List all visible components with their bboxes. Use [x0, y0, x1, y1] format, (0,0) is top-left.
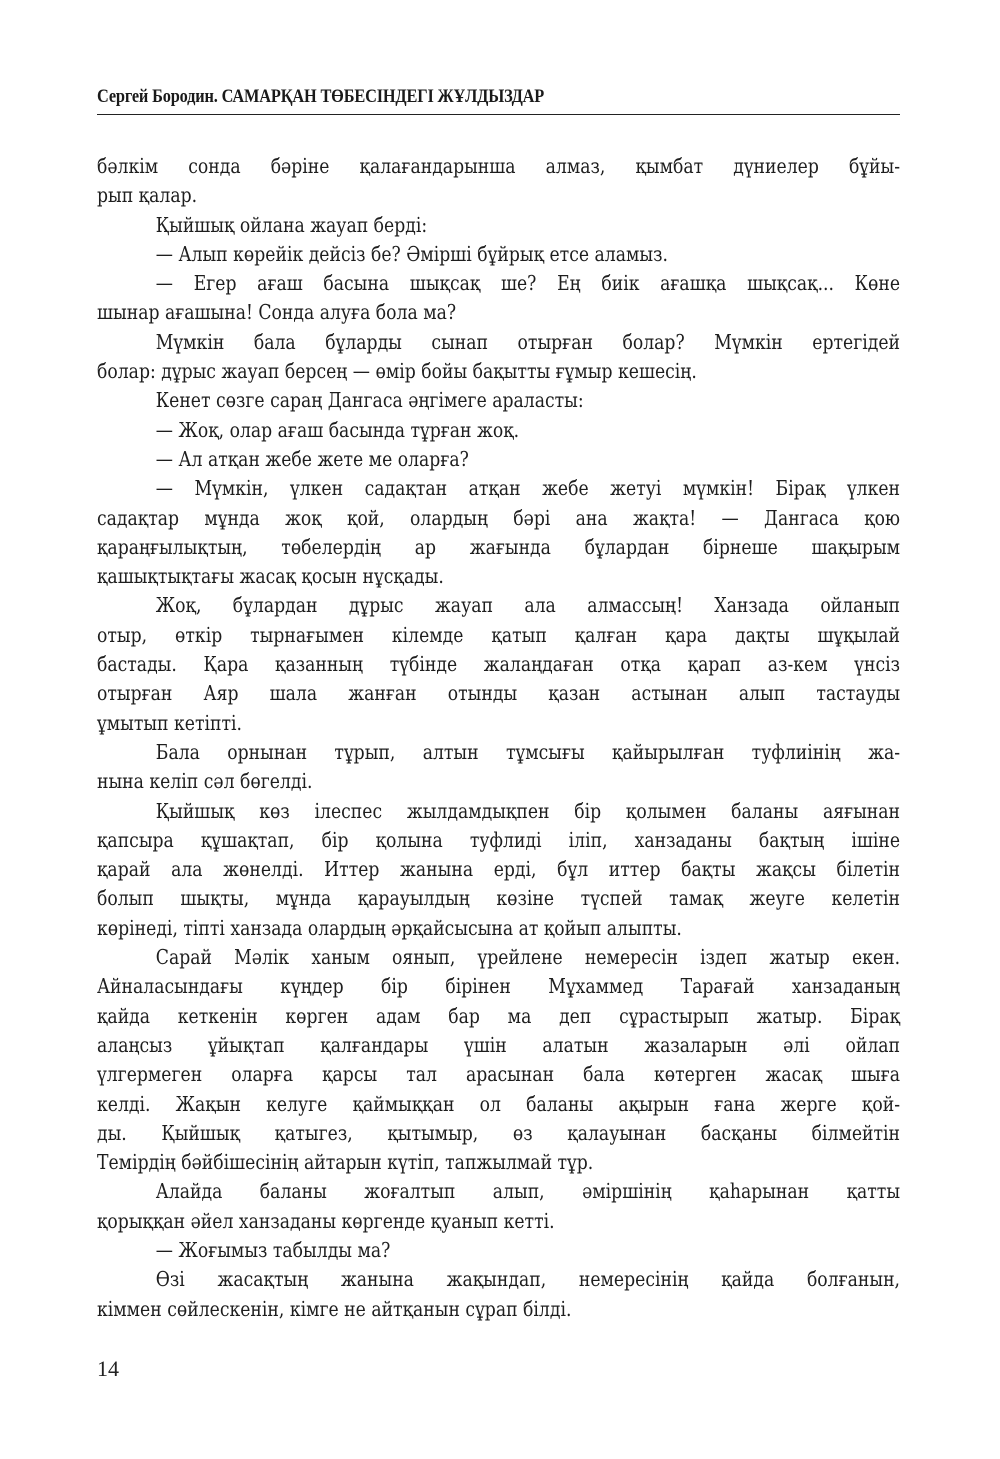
text-line: қарай ала жөнелді. Иттер жанына ерді, бұл иттер бақты жақсы білетін [97, 857, 901, 882]
text-line: — Алып көрейік дейсіз бе? Әмірші бұйрық етсе аламыз. [155, 241, 668, 266]
text-line: отыр, өткір тырнағымен кілемде қатып қалған қара дақты шұқылай [97, 622, 901, 647]
text-line: садақтар мұнда жоқ қой, олардың бәрі ана жақта! — Дангаса қою [97, 505, 901, 530]
text-line: Қыйшық ойлана жауап берді: [155, 212, 428, 237]
text-line: қайда кеткенін көрген адам бар ма деп сұрастырып жатыр. Бірақ [97, 1003, 901, 1028]
page-number: 14 [97, 1356, 119, 1381]
text-line: шынар ағашына! Сонда алуға бола ма? [97, 300, 457, 325]
text-line: Сарай Мәлік ханым оянып, үрейлене немересін іздеп жатыр екен. [155, 945, 901, 970]
text-line: қараңғылықтың, төбелердің ар жағында бұлардан бірнеше шақырым [97, 534, 901, 559]
text-line: болып шықты, мұнда қарауылдың көзіне түспей тамақ жеуге келетін [97, 886, 901, 911]
text-line: Өзі жасақтың жанына жақындап, немересінің қайда болғанын, [155, 1267, 901, 1292]
text-line: Алайда баланы жоғалтып алып, әміршінің қаһарынан қатты [155, 1179, 901, 1204]
text-line: үлгермеген оларға қарсы тал арасынан бала көтерген жасақ шыға [97, 1062, 901, 1087]
text-line: Қыйшық көз ілеспес жылдамдықпен бір қолымен баланы аяғынан [155, 798, 901, 823]
body-text [97, 152, 900, 1324]
text-line: Бала орнынан тұрып, алтын тұмсығы қайырылған туфлиінің жа- [155, 739, 901, 764]
text-line: отырған Аяр шала жанған отынды қазан астынан алып тастауды [97, 681, 901, 706]
text-line: рып қалар. [97, 183, 198, 208]
text-line: алаңсыз ұйықтап қалғандары үшін алатын жазаларын әлі ойлап [97, 1032, 901, 1057]
text-line: қапсыра құшақтап, бір қолына туфлиді іліп, ханзаданы бақтың ішіне [97, 827, 901, 852]
text-line: бәлкім сонда бәріне қалағандарынша алмаз, қымбат дүниелер бұйы- [97, 154, 901, 178]
text-line: — Егер ағаш басына шықсақ ше? Ең биік ағашқа шықсақ... Көне [155, 271, 901, 296]
text-line: ұмытып кетіпті. [97, 710, 242, 735]
text-line: бастады. Қара қазанның түбінде жалаңдаған отқа қарап аз-кем үнсіз [97, 652, 901, 677]
running-header: Сергей Бородин. САМАРҚАН ТӨБЕСІНДЕГІ ЖҰЛДЫЗДАР [97, 86, 545, 107]
text-line: нына келіп сәл бөгелді. [97, 769, 313, 794]
text-line: ды. Қыйшық қатыгез, қытымыр, өз қалауынан басқаны білмейтін [97, 1120, 901, 1145]
text-line: Мүмкін бала бұларды сынап отырған болар? Мүмкін ертегідей [155, 329, 901, 354]
text-line: болар: дұрыс жауап берсең — өмір бойы бақытты ғұмыр кешесің. [97, 359, 697, 384]
text-line: көрінеді, тіпті ханзада олардың әрқайсысына ат қойып алыпты. [97, 915, 682, 940]
text-line: — Ал атқан жебе жете ме оларға? [155, 446, 469, 471]
text-line: Кенет сөзге сараң Дангаса әңгімеге араласты: [155, 388, 584, 413]
text-line: — Мүмкін, үлкен садақтан атқан жебе жетуі мүмкін! Бірақ үлкен [155, 476, 901, 501]
text-line: — Жоғымыз табылды ма? [155, 1237, 391, 1262]
text-line: — Жоқ, олар ағаш басында тұрған жоқ. [155, 417, 520, 442]
text-line: Темірдің бәйбішесінің айтарын күтіп, тапжылмай тұр. [97, 1150, 594, 1175]
text-line: қорыққан әйел ханзаданы көргенде қуанып кетті. [97, 1208, 555, 1233]
text-line: қашықтықтағы жасақ қосын нұсқады. [97, 564, 444, 589]
header-divider [97, 114, 900, 115]
text-line: Жоқ, бұлардан дұрыс жауап ала алмассың! Ханзада ойланып [155, 593, 901, 618]
text-line: кіммен сөйлескенін, кімге не айтқанын сұрап білді. [97, 1296, 572, 1321]
text-line: келді. Жақын келуге қаймыққан ол баланы ақырын ғана жерге қой- [97, 1091, 901, 1116]
text-line: Айналасындағы күңдер бір бірінен Мұхаммед Тарағай ханзаданың [97, 974, 901, 999]
